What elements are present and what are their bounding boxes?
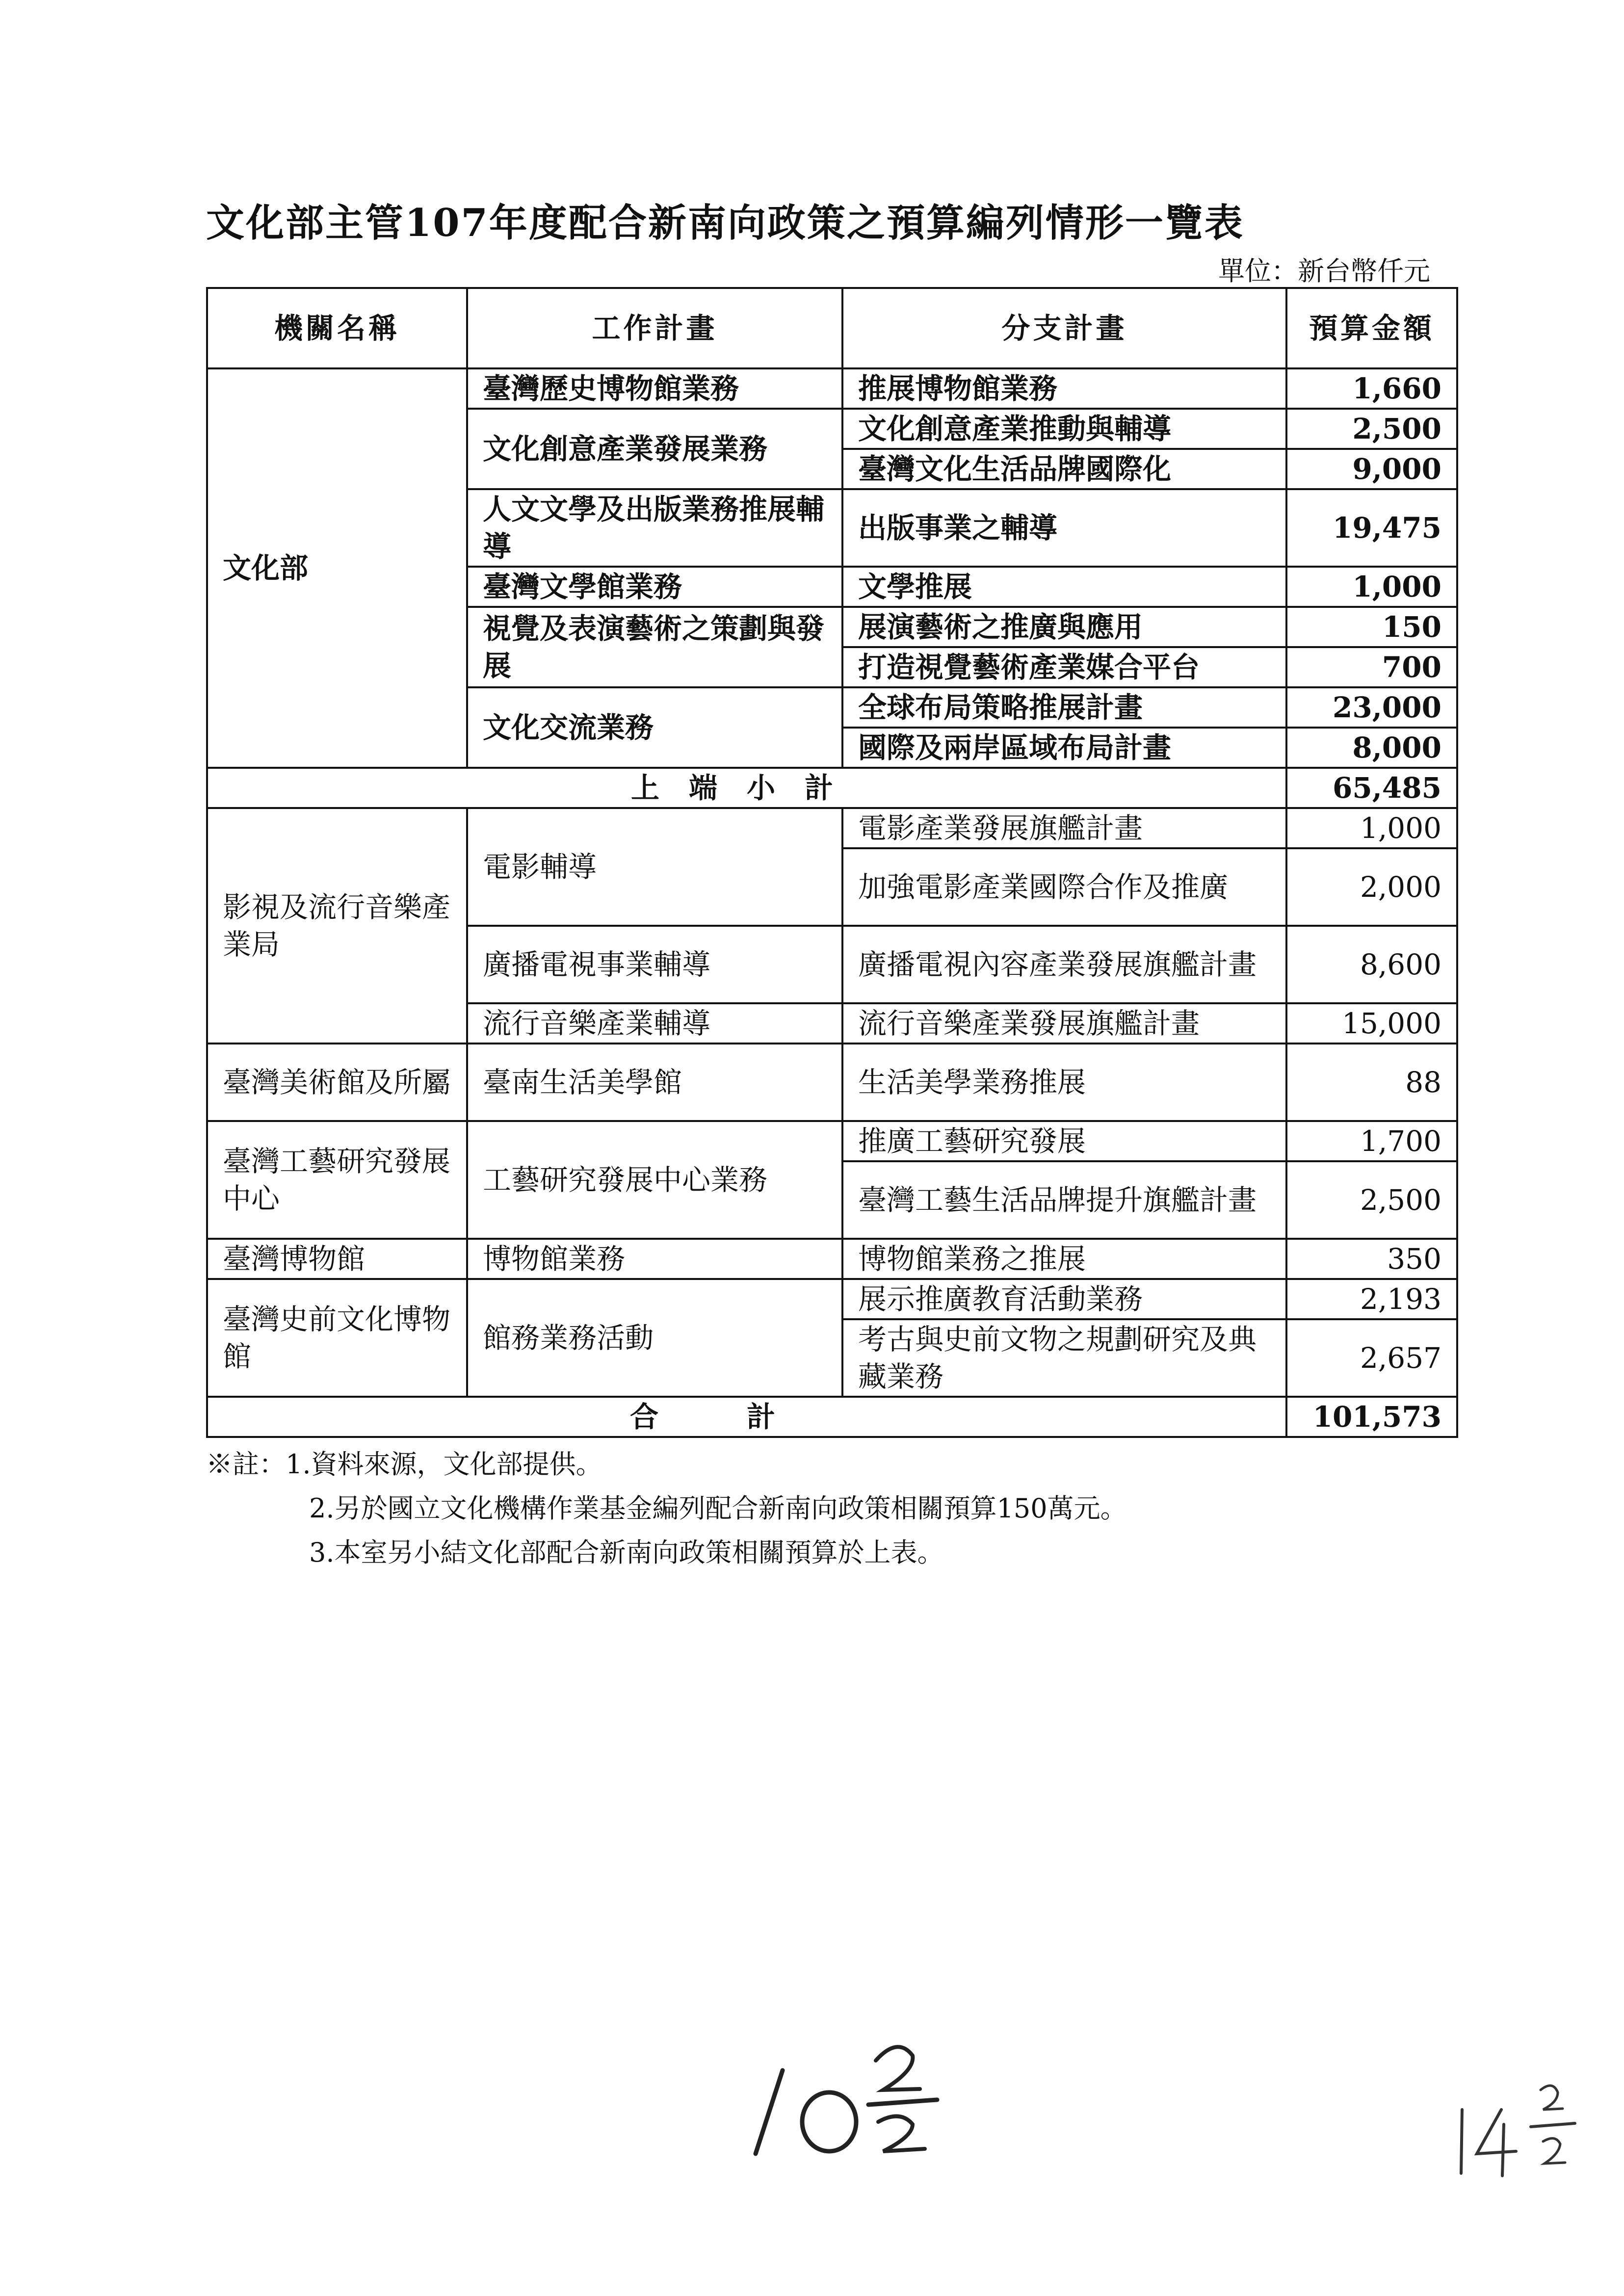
table-row [207,1121,1457,1161]
amount-cell: 19,475 [1286,489,1457,567]
branch-cell: 臺灣文化生活品牌國際化 [842,449,1286,489]
total-amount: 101,573 [1286,1397,1457,1437]
agency-cell: 文化部 [207,368,467,768]
branch-cell: 出版事業之輔導 [842,489,1286,567]
agency-cell: 影視及流行音樂產業局 [207,808,467,1044]
amount-cell: 15,000 [1286,1003,1457,1044]
amount-cell: 9,000 [1286,449,1457,489]
header-amount: 預算金額 [1286,288,1457,368]
branch-cell: 臺灣工藝生活品牌提升旗艦計畫 [842,1161,1286,1239]
plan-cell: 人文文學及出版業務推展輔導 [467,489,842,567]
amount-cell: 2,500 [1286,409,1457,449]
header-plan: 工作計畫 [467,288,842,368]
note-2: 2.另於國立文化機構作業基金編列配合新南向政策相關預算150萬元。 [309,1493,1127,1524]
agency-cell: 臺灣博物館 [207,1239,467,1279]
handwritten-page-mark [736,2031,962,2159]
plan-cell: 流行音樂產業輔導 [467,1003,842,1044]
table-row [207,1044,1457,1121]
plan-cell: 臺南生活美學館 [467,1044,842,1121]
note-3: 3.本室另小結文化部配合新南向政策相關預算於上表。 [309,1537,944,1568]
subtotal-label: 上端小計 [207,768,1286,808]
plan-cell: 館務業務活動 [467,1279,842,1397]
plan-cell: 視覺及表演藝術之策劃與發展 [467,607,842,687]
branch-cell: 國際及兩岸區域布局計畫 [842,728,1286,768]
table-row [207,1279,1457,1319]
branch-cell: 文學推展 [842,567,1286,607]
plan-cell: 工藝研究發展中心業務 [467,1121,842,1239]
subtotal-amount: 65,485 [1286,768,1457,808]
branch-cell: 推廣工藝研究發展 [842,1121,1286,1161]
header-branch: 分支計畫 [842,288,1286,368]
branch-cell: 流行音樂產業發展旗艦計畫 [842,1003,1286,1044]
agency-cell: 臺灣美術館及所屬 [207,1044,467,1121]
branch-cell: 廣播電視內容產業發展旗艦計畫 [842,926,1286,1003]
table-row [207,368,1457,409]
amount-cell: 150 [1286,607,1457,647]
branch-cell: 展示推廣教育活動業務 [842,1279,1286,1319]
amount-cell: 1,000 [1286,567,1457,607]
note-1: ※註：1.資料來源，文化部提供。 [206,1449,602,1480]
notes [206,1442,1127,1575]
branch-cell: 電影產業發展旗艦計畫 [842,808,1286,848]
document-title: 文化部主管107年度配合新南向政策之預算編列情形一覽表 [206,201,1244,245]
branch-cell: 文化創意產業推動與輔導 [842,409,1286,449]
amount-cell: 8,600 [1286,926,1457,1003]
plan-cell: 廣播電視事業輔導 [467,926,842,1003]
branch-cell: 打造視覺藝術產業媒合平台 [842,647,1286,687]
amount-cell: 700 [1286,647,1457,687]
header-agency: 機關名稱 [207,288,467,368]
header-row [207,288,1457,368]
amount-cell: 2,193 [1286,1279,1457,1319]
amount-cell: 2,657 [1286,1319,1457,1397]
plan-cell: 文化創意產業發展業務 [467,409,842,489]
handwritten-corner-mark [1447,2080,1585,2178]
subtotal-row [207,768,1457,808]
amount-cell: 350 [1286,1239,1457,1279]
plan-cell: 臺灣文學館業務 [467,567,842,607]
branch-cell: 展演藝術之推廣與應用 [842,607,1286,647]
amount-cell: 23,000 [1286,687,1457,728]
branch-cell: 全球布局策略推展計畫 [842,687,1286,728]
total-label: 合計 [207,1397,1286,1437]
plan-cell: 文化交流業務 [467,687,842,768]
amount-cell: 2,000 [1286,848,1457,926]
branch-cell: 考古與史前文物之規劃研究及典藏業務 [842,1319,1286,1397]
total-row [207,1397,1457,1437]
plan-cell: 博物館業務 [467,1239,842,1279]
table-row [207,1239,1457,1279]
branch-cell: 推展博物館業務 [842,368,1286,409]
plan-cell: 臺灣歷史博物館業務 [467,368,842,409]
branch-cell: 生活美學業務推展 [842,1044,1286,1121]
unit-label: 單位：新台幣仟元 [1218,256,1430,287]
branch-cell: 博物館業務之推展 [842,1239,1286,1279]
amount-cell: 2,500 [1286,1161,1457,1239]
branch-cell: 加強電影產業國際合作及推廣 [842,848,1286,926]
agency-cell: 臺灣史前文化博物館 [207,1279,467,1397]
table-row [207,808,1457,848]
budget-table [206,287,1458,1438]
plan-cell: 電影輔導 [467,808,842,926]
amount-cell: 1,700 [1286,1121,1457,1161]
amount-cell: 1,660 [1286,368,1457,409]
amount-cell: 88 [1286,1044,1457,1121]
amount-cell: 8,000 [1286,728,1457,768]
agency-cell: 臺灣工藝研究發展中心 [207,1121,467,1239]
amount-cell: 1,000 [1286,808,1457,848]
